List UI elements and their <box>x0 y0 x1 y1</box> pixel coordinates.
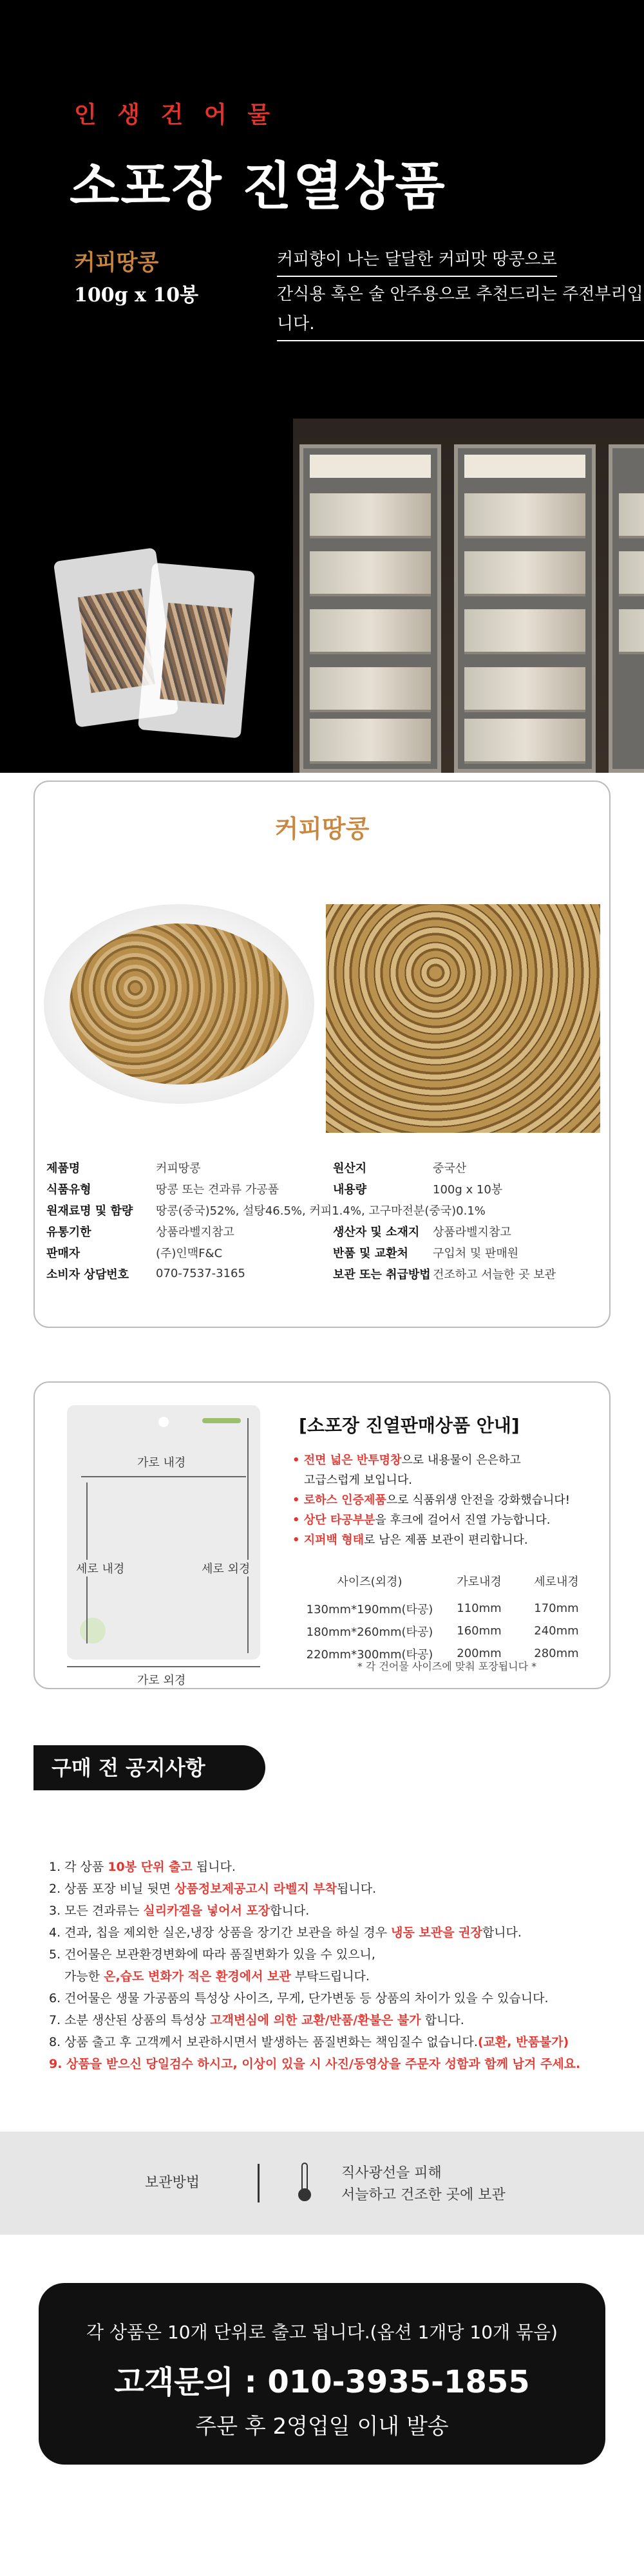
feature-item: • 로하스 인증제품으로 식품위생 안전을 강화했습니다! <box>292 1493 570 1507</box>
hero-section <box>0 0 644 773</box>
package-size-card <box>33 1381 611 1689</box>
inner-height-label: 세로 내경 <box>73 1560 127 1577</box>
order-info-box <box>39 2283 605 2465</box>
outer-height-label: 세로 외경 <box>199 1560 252 1577</box>
notice-item: 6. 건어물은 생물 가공품의 특성상 사이즈, 무게, 단가변동 등 상품의 차이가 있을 수 있습니다. <box>49 1991 549 2005</box>
lohas-mark <box>80 1618 106 1643</box>
hero-product-name: 커피땅콩 <box>74 250 159 276</box>
feature-item: • 상단 타공부분을 후크에 걸어서 진열 가능합니다. <box>292 1513 551 1527</box>
peanut-plate-photo <box>44 904 314 1104</box>
fridge-image <box>454 444 596 773</box>
product-title: 커피땅콩 <box>274 815 370 843</box>
spec-key: 식품유형 <box>46 1182 91 1197</box>
size-table-row: 220mm*300mm(타공) 200mm 280mm <box>306 1647 579 1662</box>
spec-value: 건조하고 서늘한 곳 보관 <box>433 1267 556 1282</box>
customer-contact: 고객문의 : 010-3935-1855 <box>114 2364 530 2400</box>
inner-width-line <box>81 1476 246 1477</box>
spec-value: 070-7537-3165 <box>156 1267 245 1280</box>
inner-width-label: 가로 내경 <box>135 1454 188 1470</box>
size-table <box>299 1569 595 1665</box>
hero-desc-line-1: 커피향이 나는 달달한 커피맛 땅콩으로 <box>277 245 557 277</box>
fridge-image <box>609 444 644 773</box>
product-info-card <box>33 781 611 1328</box>
hero-description <box>277 245 644 344</box>
spec-value: 상품라벨지참고 <box>433 1225 511 1239</box>
spec-key: 보관 또는 취급방법 <box>333 1267 431 1282</box>
spec-key: 유통기한 <box>46 1225 91 1239</box>
thermometer-icon <box>298 2163 311 2202</box>
spec-key: 반품 및 교환처 <box>333 1246 408 1260</box>
spec-row <box>46 1178 600 1199</box>
package-feature-list <box>292 1450 570 1550</box>
shipping-time: 주문 후 2영업일 이내 발송 <box>195 2414 449 2439</box>
spec-row <box>46 1263 600 1284</box>
notice-item: 9. 상품을 받으신 당일검수 하시고, 이상이 있을 시 사진/동영상을 주문자 성함과 함께 남겨 주세요. <box>49 2057 581 2071</box>
pouch-diagram <box>67 1405 260 1660</box>
size-table-row: 130mm*190mm(타공) 110mm 170mm <box>306 1602 579 1616</box>
feature-item: • 전면 넓은 반투명창으로 내용물이 은은하고 <box>292 1454 521 1467</box>
spec-row <box>46 1242 600 1263</box>
brand-name: 인 생 건 어 물 <box>74 102 277 128</box>
spec-value: (주)인맥F&C <box>156 1246 223 1260</box>
notice-item: 7. 소분 생산된 상품의 특성상 고객변심에 의한 교환/반품/환불은 불가 합니다. <box>49 2013 464 2027</box>
size-table-row: 180mm*260mm(타공) 160mm 240mm <box>306 1624 579 1639</box>
outer-width-line <box>67 1666 260 1667</box>
spec-key: 원산지 <box>333 1161 367 1175</box>
notice-item: 3. 모든 견과류는 실리카겔을 넣어서 포장합니다. <box>49 1904 310 1918</box>
spec-row <box>46 1199 600 1220</box>
notice-heading: 구매 전 공지사항 <box>33 1745 265 1790</box>
divider <box>258 2164 260 2202</box>
spec-key: 생산자 및 소재지 <box>333 1225 420 1239</box>
notice-list <box>49 1856 580 2075</box>
spec-value: 중국산 <box>433 1161 467 1175</box>
peanut-closeup-photo <box>326 904 600 1133</box>
spec-row <box>46 1220 600 1242</box>
notice-item: 8. 상품 출고 후 고객께서 보관하시면서 발생하는 품질변화는 책임질수 없습니다.(교환, 반품불가) <box>49 2035 569 2049</box>
outer-height-line <box>247 1418 249 1653</box>
size-table-header: 사이즈(외경) 가로내경 세로내경 <box>337 1575 579 1589</box>
hang-hole <box>158 1417 169 1427</box>
store-fridge-photo <box>293 419 644 773</box>
notice-item: 4. 견과, 칩을 제외한 실온,냉장 상품을 장기간 보관을 하실 경우 냉동 보관을 권장합니다. <box>49 1926 522 1940</box>
spec-value: 상품라벨지참고 <box>156 1225 234 1239</box>
spec-row <box>46 1157 600 1178</box>
product-bag-image <box>138 563 255 739</box>
fridge-sign <box>464 455 585 478</box>
feature-item: • 지퍼백 형태로 남은 제품 보관이 편리합니다. <box>292 1533 528 1547</box>
spec-key: 소비자 상담번호 <box>46 1267 129 1282</box>
notice-item: 2. 상품 포장 비닐 뒷면 상품정보제공고시 라벨지 부착됩니다. <box>49 1882 377 1896</box>
hero-product-block <box>74 245 198 307</box>
notice-item: 5. 건어물은 보관환경변화에 따라 품질변화가 있을 수 있으니, <box>49 1947 375 1962</box>
hero-product-spec: 100g x 10봉 <box>74 284 199 307</box>
spec-key: 원재료명 및 함량 <box>46 1204 133 1218</box>
hero-title: 소포장 진열상품 <box>70 156 446 216</box>
spec-value: 땅콩(중국)52%, 설탕46.5%, 커피1.4%, 고구마전분(중국)0.1% <box>156 1204 486 1218</box>
spec-value: 100g x 10봉 <box>433 1182 503 1197</box>
spec-value: 커피땅콩 <box>156 1161 201 1175</box>
spec-key: 제품명 <box>46 1161 80 1175</box>
outer-width-label: 가로 외경 <box>135 1671 188 1688</box>
spec-value: 구입처 및 판매원 <box>433 1246 519 1260</box>
hero-desc-line-2: 간식용 혹은 술 안주용으로 추천드리는 주전부리입니다. <box>277 279 644 341</box>
spec-key: 판매자 <box>46 1246 80 1260</box>
spec-value: 땅콩 또는 견과류 가공품 <box>156 1182 279 1197</box>
notice-item: 가능한 온,습도 변화가 적은 환경에서 보관 부탁드립니다. <box>64 1969 370 1984</box>
size-section-title: [소포장 진열판매상품 안내] <box>299 1415 520 1436</box>
spec-key: 내용량 <box>333 1182 367 1197</box>
pouch-logo <box>202 1418 241 1423</box>
size-footnote: * 각 건어물 사이즈에 맞춰 포장됩니다 * <box>357 1660 537 1672</box>
storage-label: 보관방법 <box>145 2175 200 2191</box>
storage-instructions: 직사광선을 피해 서늘하고 건조한 곳에 보관 <box>341 2165 506 2203</box>
order-unit-text: 각 상품은 10개 단위로 출고 됩니다.(옵션 1개당 10개 묶음) <box>86 2322 558 2343</box>
storage-section <box>0 2132 644 2235</box>
fridge-sign <box>310 455 431 478</box>
product-spec-table <box>46 1157 600 1284</box>
fridge-image <box>299 444 441 773</box>
feature-item: 고급스럽게 보입니다. <box>304 1473 412 1487</box>
notice-item: 1. 각 상품 10봉 단위 출고 됩니다. <box>49 1860 236 1874</box>
